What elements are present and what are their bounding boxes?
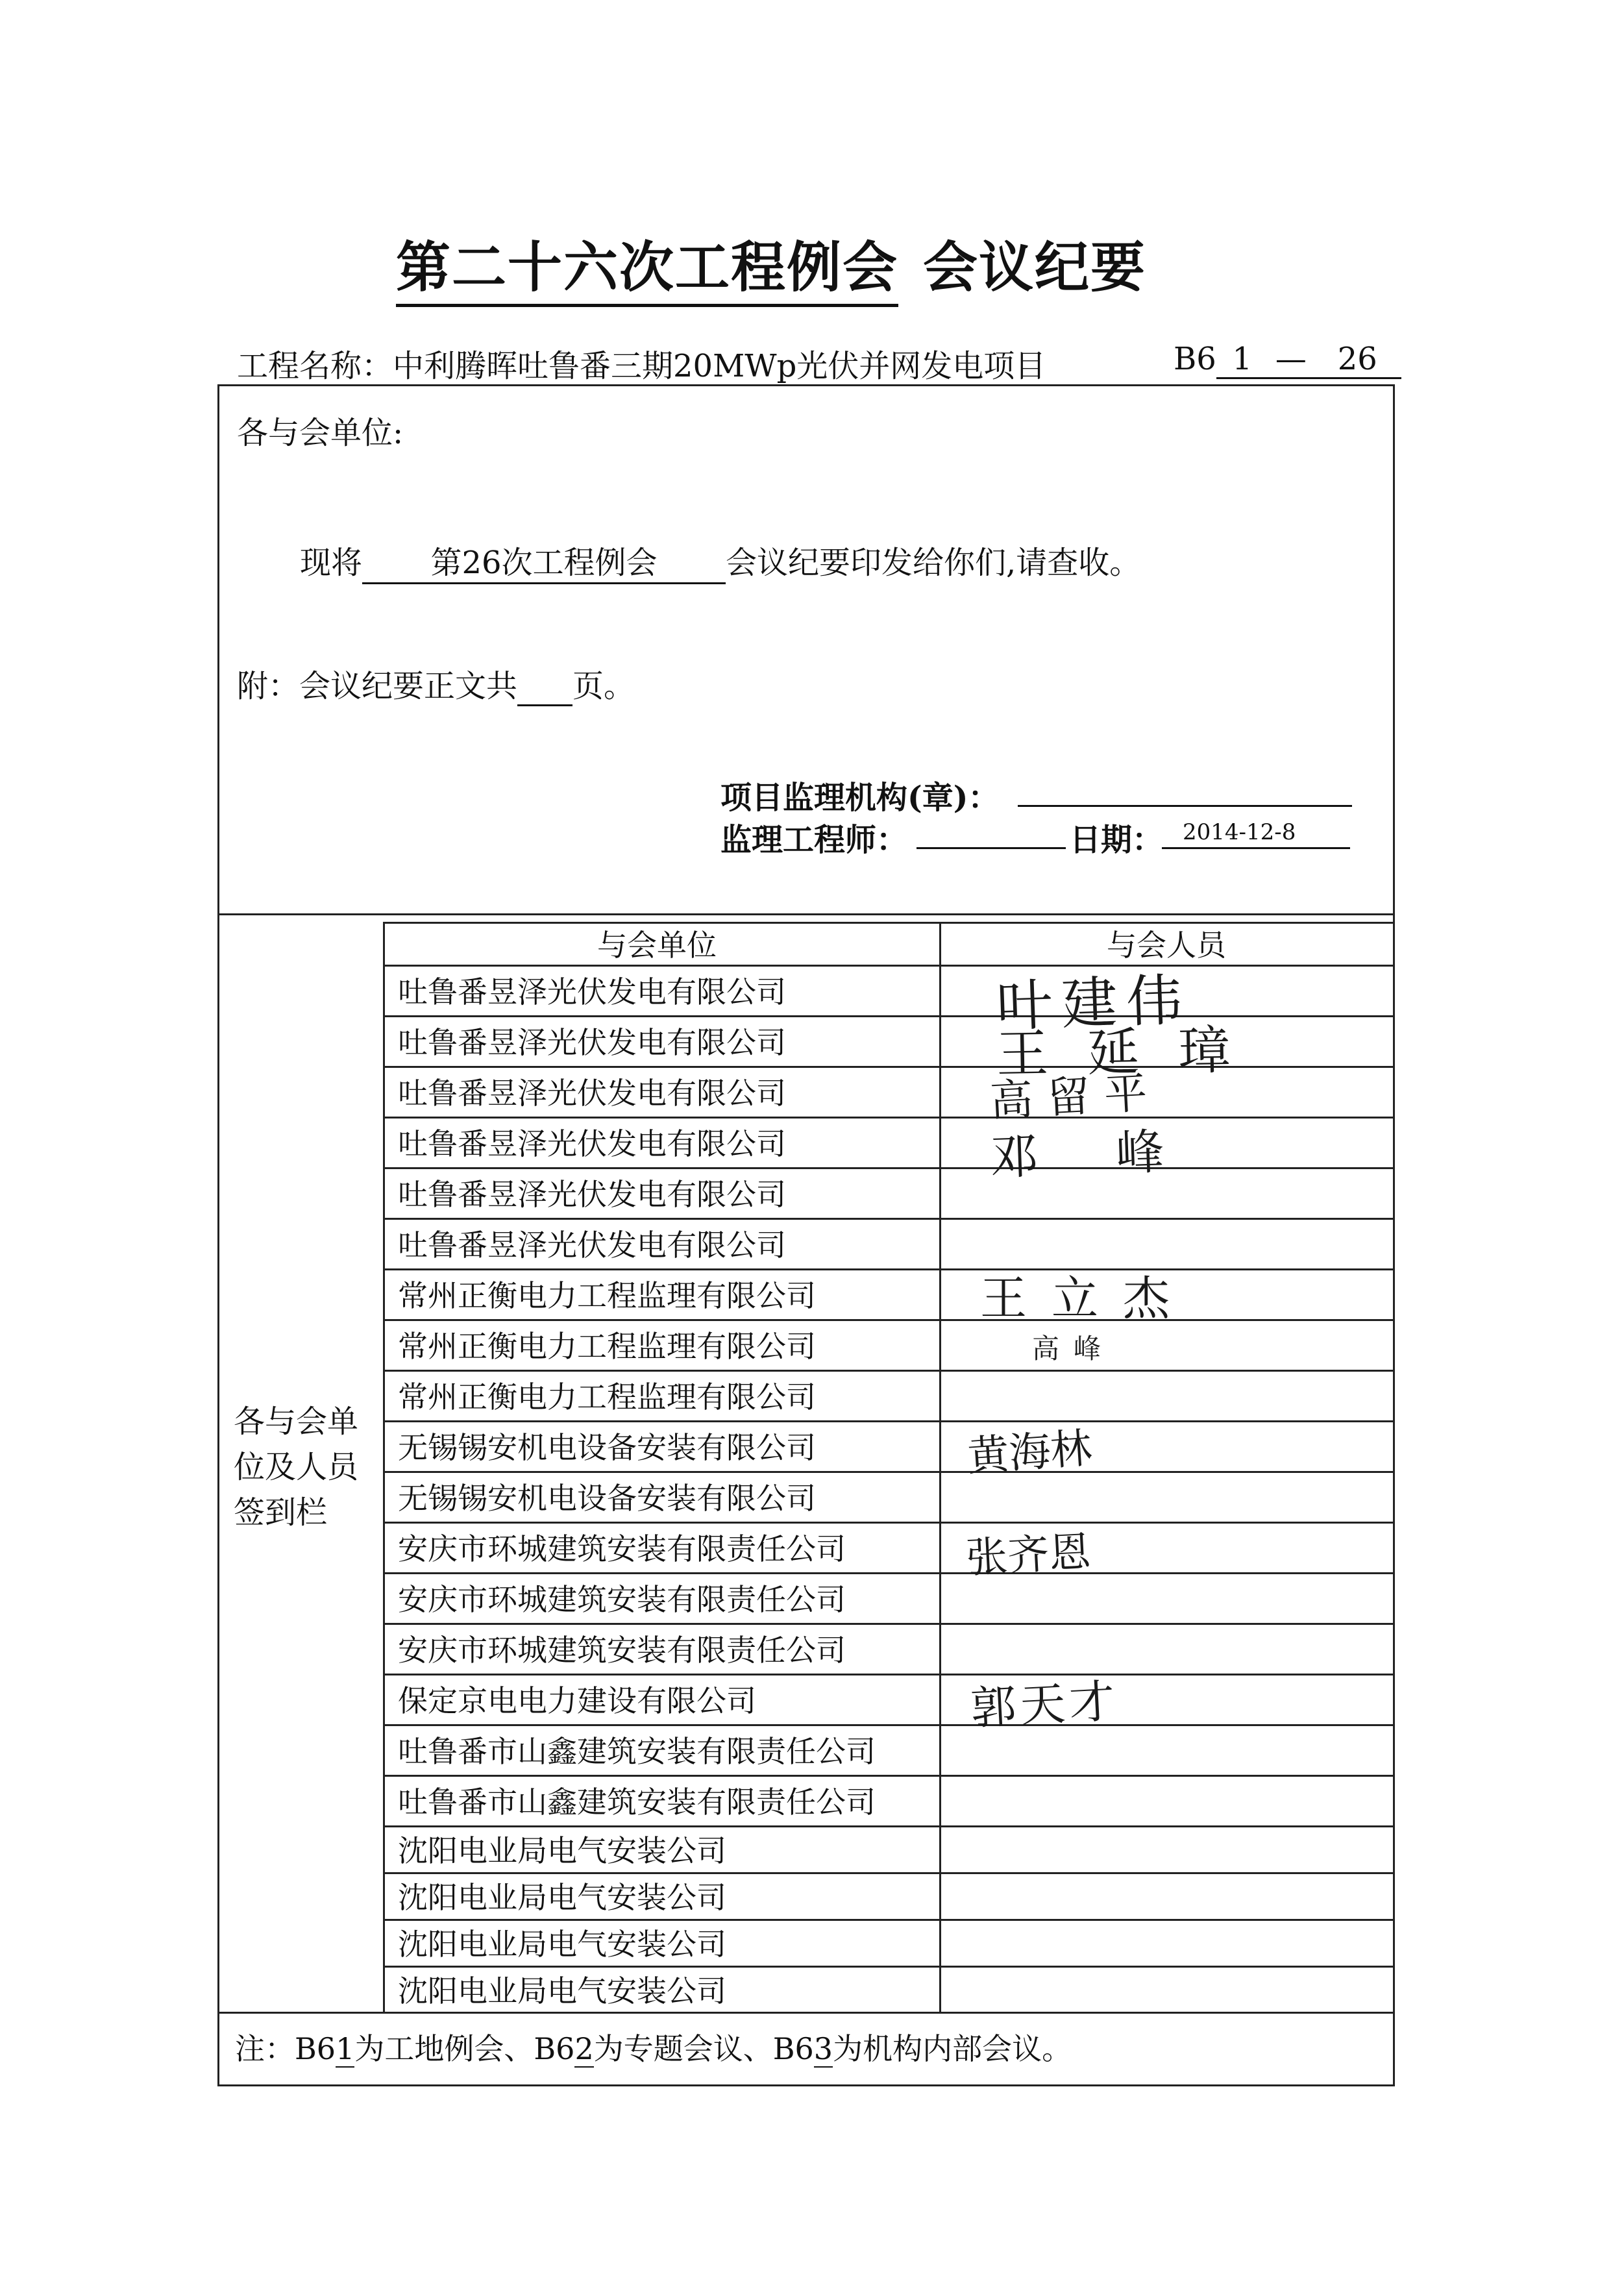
person-column-divider [939,922,941,2012]
table-left-border [217,915,219,2086]
section-label-line-2: 位及人员 [234,1449,359,1485]
footnote-bottom-rule [217,2084,1395,2086]
signature: 叶建伟 [995,967,1192,1040]
signature: 高留平 [989,1067,1163,1126]
unit-cell: 安庆市环城建筑安装有限责任公司 [398,1633,846,1668]
doc-type: 1 [1216,341,1268,379]
project-line [237,341,1046,386]
footnote-part-4: 为机构内部会议。 [833,2031,1072,2066]
unit-cell: 吐鲁番昱泽光伏发电有限公司 [398,1228,786,1263]
doc-dash: — [1268,341,1314,379]
unit-cell: 沈阳电业局电气安装公司 [398,1927,726,1962]
date-value: 2014-12-8 [1183,819,1296,845]
signature: 黄海林 [966,1424,1094,1481]
table-top-rule [383,922,1393,924]
footnote-part-2: 为工地例会、B6 [354,2031,575,2066]
date-label: 日期： [1070,822,1164,858]
unit-cell: 吐鲁番市山鑫建筑安装有限责任公司 [398,1785,876,1820]
unit-cell: 安庆市环城建筑安装有限责任公司 [398,1531,846,1566]
section-label-line-3: 签到栏 [234,1494,328,1531]
unit-cell: 常州正衡电力工程监理有限公司 [398,1379,816,1415]
project-name: 中利腾晖吐鲁番三期20MWp光伏并网发电项目 [393,348,1046,384]
signature: 王立杰 [980,1271,1195,1326]
unit-cell: 安庆市环城建筑安装有限责任公司 [398,1582,846,1617]
org-signature-line [1018,805,1352,807]
signature: 张齐恩 [965,1528,1092,1583]
unit-cell: 沈阳电业局电气安装公司 [398,1833,726,1868]
notice-body [300,538,1140,584]
meeting-name: 第26次工程例会 [362,538,726,584]
unit-cell: 沈阳电业局电气安装公司 [398,1973,726,2008]
unit-cell: 保定京电电力建设有限公司 [398,1683,756,1718]
unit-cell: 常州正衡电力工程监理有限公司 [398,1329,816,1364]
doc-number: 26 [1314,341,1401,379]
title-part-1: 第二十六次工程例会 [396,224,898,307]
attachment-line [237,661,635,706]
org-label: 项目监理机构(章)： [720,780,1000,816]
attach-suffix: 页。 [572,668,635,704]
title-part-2: 会议纪要 [923,235,1147,299]
signature: 邓峰 [989,1121,1243,1186]
unit-cell: 吐鲁番昱泽光伏发电有限公司 [398,1177,786,1212]
body-suffix: 会议纪要印发给你们,请查收。 [726,545,1141,581]
footnote-part-3: 为专题会议、B6 [593,2031,814,2066]
unit-cell: 沈阳电业局电气安装公司 [398,1880,726,1915]
column-header-person: 与会人员 [1107,928,1226,963]
unit-cell: 吐鲁番昱泽光伏发电有限公司 [398,1025,786,1060]
unit-cell: 无锡锡安机电设备安装有限公司 [398,1481,816,1516]
label-column-divider [383,922,385,2012]
footnote-code-3: 3 [813,2031,833,2066]
footnote-code-2: 2 [574,2031,594,2066]
project-label: 工程名称： [237,348,393,384]
signature: 高峰 [1032,1333,1116,1365]
footnote-part-1: 注：B6 [235,2031,336,2066]
unit-cell: 常州正衡电力工程监理有限公司 [398,1278,816,1313]
doc-prefix: B6 [1174,341,1216,377]
attach-prefix: 附：会议纪要正文共 [237,668,518,704]
table-bottom-rule [217,2012,1395,2014]
signature: 郭天才 [969,1674,1120,1735]
unit-cell: 吐鲁番昱泽光伏发电有限公司 [398,974,786,1009]
unit-cell: 吐鲁番昱泽光伏发电有限公司 [398,1126,786,1161]
signature: 王延璋 [996,1019,1270,1085]
section-label-line-1: 各与会单 [234,1403,359,1440]
table-right-border [1393,915,1395,2086]
footnote [235,2025,1072,2068]
page-count-blank [517,668,572,706]
document-title [396,224,1146,307]
unit-cell: 吐鲁番市山鑫建筑安装有限责任公司 [398,1734,876,1769]
document-number [1174,341,1401,379]
greeting: 各与会单位: [237,415,404,451]
section-label [234,1399,358,1535]
body-prefix: 现将 [300,545,363,581]
footnote-code-1: 1 [336,2031,355,2066]
engineer-signature-line [917,847,1066,849]
column-header-unit: 与会单位 [597,928,717,963]
date-line [1162,847,1350,849]
unit-cell: 吐鲁番昱泽光伏发电有限公司 [398,1076,786,1111]
engineer-label: 监理工程师： [720,822,908,858]
unit-cell: 无锡锡安机电设备安装有限公司 [398,1430,816,1465]
